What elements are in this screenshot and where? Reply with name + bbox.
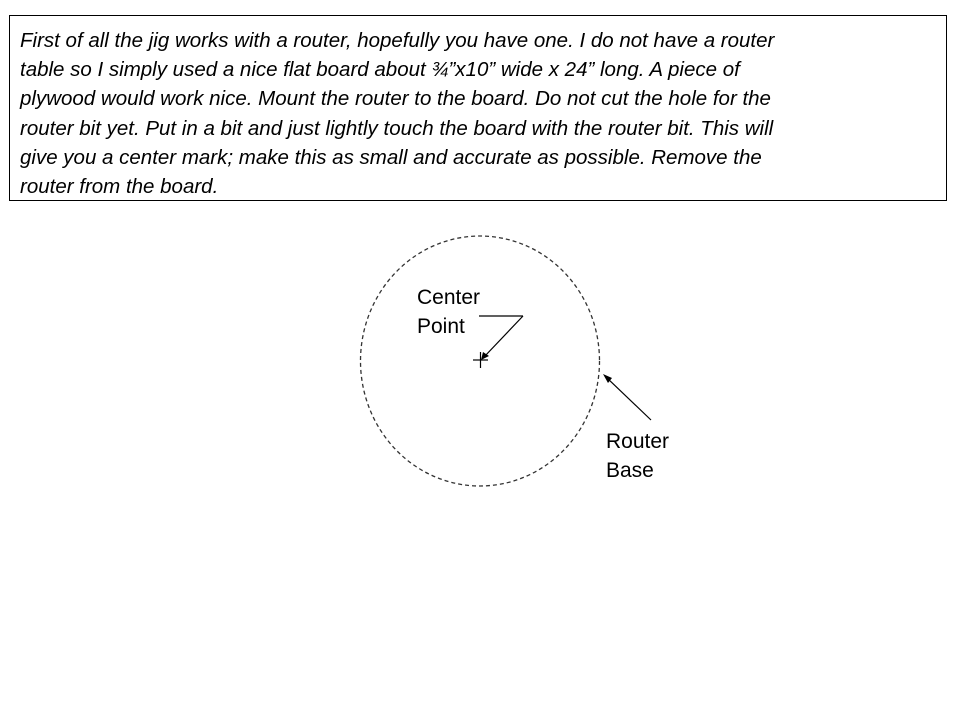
center-point-leader (479, 316, 523, 357)
router-base-leader (606, 377, 651, 420)
center-point-label: Center Point (417, 286, 481, 338)
router-base-label: Router Base (606, 430, 670, 482)
instruction-text-box: First of all the jig works with a router, hopefully you have one. I do not have a router table so I simply used a nice flat board about ¾”x10” wide x 24” long. A piece of plywood would work nice. Mount the router to the board. Do not cut the hole for the router bit yet. Put in a bit and just lightly touch the board with the router bit. This will give you a center mark; make this as small and accurate as possible. Remove the router from the board. (9, 15, 947, 201)
